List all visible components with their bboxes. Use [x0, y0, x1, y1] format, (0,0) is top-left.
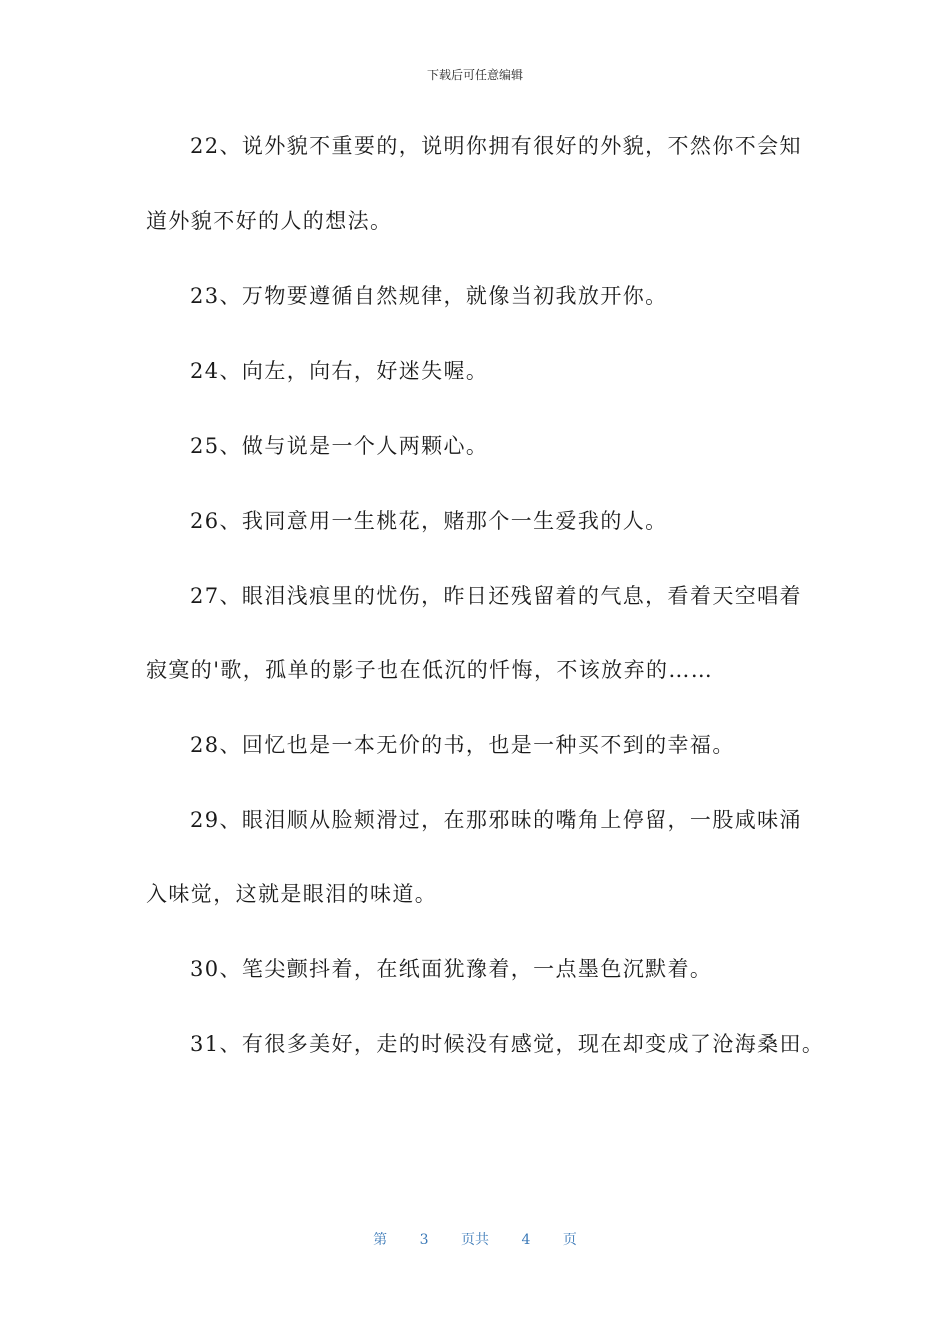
footer-current-page: 3 — [419, 1232, 429, 1248]
text-line: 29、眼泪顺从脸颊滑过，在那邪昧的嘴角上停留，一股咸味涌 — [190, 808, 802, 832]
footer-ye: 页 — [562, 1232, 577, 1248]
text-line: 27、眼泪浅痕里的忧伤，昨日还残留着的气息，看着天空唱着 — [190, 584, 802, 608]
text-line: 30、笔尖颤抖着，在纸面犹豫着，一点墨色沉默着。 — [190, 957, 713, 981]
text-line: 31、有很多美好，走的时候没有感觉，现在却变成了沧海桑田。 — [190, 1032, 825, 1056]
footer-total-pages: 4 — [521, 1232, 531, 1248]
text-line: 22、说外貌不重要的，说明你拥有很好的外貌，不然你不会知 — [190, 134, 802, 158]
footer-di: 第 — [373, 1232, 388, 1248]
text-line: 28、回忆也是一本无价的书，也是一种买不到的幸福。 — [190, 733, 735, 757]
footer-ye-gong: 页共 — [461, 1232, 489, 1248]
page-footer — [0, 1229, 950, 1249]
text-line: 23、万物要遵循自然规律，就像当初我放开你。 — [190, 284, 668, 308]
text-line: 26、我同意用一生桃花，赌那个一生爱我的人。 — [190, 509, 668, 533]
text-line: 寂寞的'歌，孤单的影子也在低沉的忏悔，不该放弃的…… — [146, 658, 714, 682]
text-line: 入味觉，这就是眼泪的味道。 — [146, 882, 438, 906]
text-line: 24、向左，向右，好迷失喔。 — [190, 359, 489, 383]
text-line: 道外貌不好的人的想法。 — [146, 209, 393, 233]
page-header: 下载后可任意编辑 — [426, 68, 523, 82]
text-line: 25、做与说是一个人两颗心。 — [190, 434, 489, 458]
